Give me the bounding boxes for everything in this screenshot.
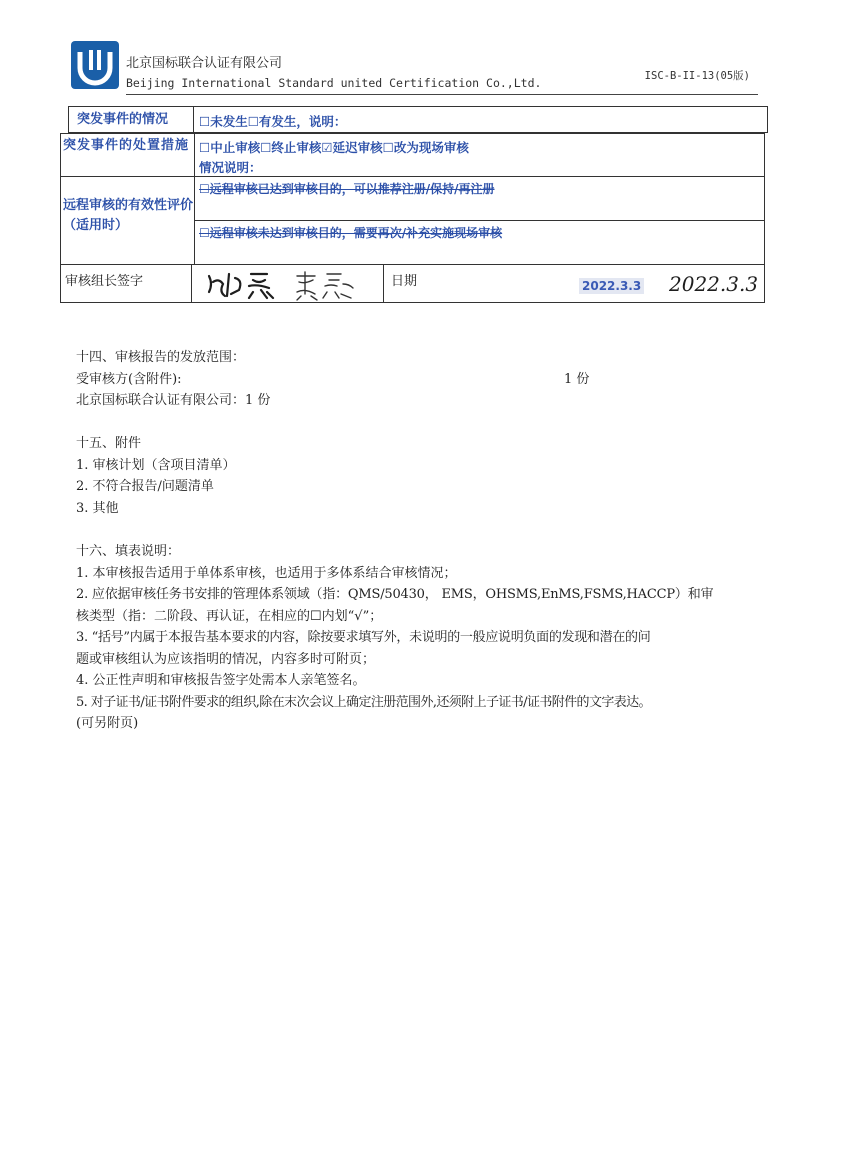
date-label: 日期 (391, 274, 418, 289)
row-label-remote-audit-evaluation: 远程审核的有效性评价（适用时） (63, 198, 194, 233)
date-stamp-text: 2022.3.3 (579, 278, 644, 294)
instruction-line: 3. “括号”内属于本报告基本要求的内容，除按要求填写外，未说明的一般应说明负面的发现和潜在的问 (76, 630, 651, 645)
section-16-title: 十六、填表说明： (76, 544, 181, 559)
table-row-emergency-status (68, 106, 768, 133)
company-name-english: Beijing International Standard united Certification Co.,Ltd. (126, 76, 542, 90)
section-attachments (76, 433, 236, 519)
instruction-line: 题或审核组认为应该指明的情况，内容多时可附页； (76, 651, 376, 667)
company-name-chinese: 北京国标联合认证有限公司 (126, 56, 283, 71)
auditee-copies: 1 份 (564, 371, 590, 387)
situation-description-label: 情况说明： (199, 160, 262, 175)
row-label-emergency-handling: 突发事件的处置措施 (63, 138, 190, 153)
lead-auditor-signature (201, 268, 381, 302)
instruction-line: 5. 对子证书/证书附件要求的组织,除在末次会议上确定注册范围外,还须附上子证书/证书附件的文字表达。 (76, 694, 651, 710)
auditee-label: 受审核方(含附件): (76, 371, 182, 387)
attachment-item: 1. 审核计划（含项目清单） (76, 457, 236, 473)
auditee-copies-line (76, 369, 776, 391)
document-code: ISC-B-II-13(05版) (644, 70, 750, 82)
instruction-line: (可另附页) (76, 716, 139, 731)
row-label-lead-auditor-signature: 审核组长签字 (65, 274, 144, 289)
company-logo (70, 40, 120, 90)
section-14-title: 十四、审核报告的发放范围： (76, 350, 246, 365)
date-handwritten: 2022.3.3 (669, 272, 759, 296)
attachment-item: 2. 不符合报告/问题清单 (76, 479, 214, 494)
instruction-line: 核类型（指：二阶段、再认证，在相应的☐内划“√”； (76, 608, 383, 624)
company-copies-line: 北京国标联合认证有限公司：1 份 (76, 393, 271, 408)
section-distribution (76, 347, 776, 412)
date-stamp (579, 278, 644, 293)
section-15-title: 十五、附件 (76, 436, 142, 451)
instruction-line: 2. 应依据审核任务书安排的管理体系领域（指：QMS/50430， EMS，OHSMS,EnMS,FSMS,HACCP）和审 (76, 587, 714, 602)
audit-table (60, 133, 765, 303)
header-divider (126, 94, 758, 95)
instruction-line: 1. 本审核报告适用于单体系审核，也适用于多体系结合审核情况； (76, 565, 457, 581)
section-instructions (76, 541, 713, 735)
emergency-status-options: ☐未发生☐有发生，说明： (199, 114, 347, 129)
emergency-handling-options: ☐中止审核☐终止审核☑延迟审核☐改为现场审核 (199, 140, 469, 155)
attachment-item: 3. 其他 (76, 500, 119, 516)
document-header (68, 38, 758, 98)
row-label-emergency-status: 突发事件的情况 (77, 112, 169, 127)
remote-audit-option-achieved: ☐远程审核已达到审核目的，可以推荐注册/保持/再注册 (199, 182, 495, 196)
instruction-line: 4. 公正性声明和审核报告签字处需本人亲笔签名。 (76, 673, 366, 688)
remote-audit-option-not-achieved: ☐远程审核未达到审核目的，需要再次/补充实施现场审核 (199, 226, 503, 240)
